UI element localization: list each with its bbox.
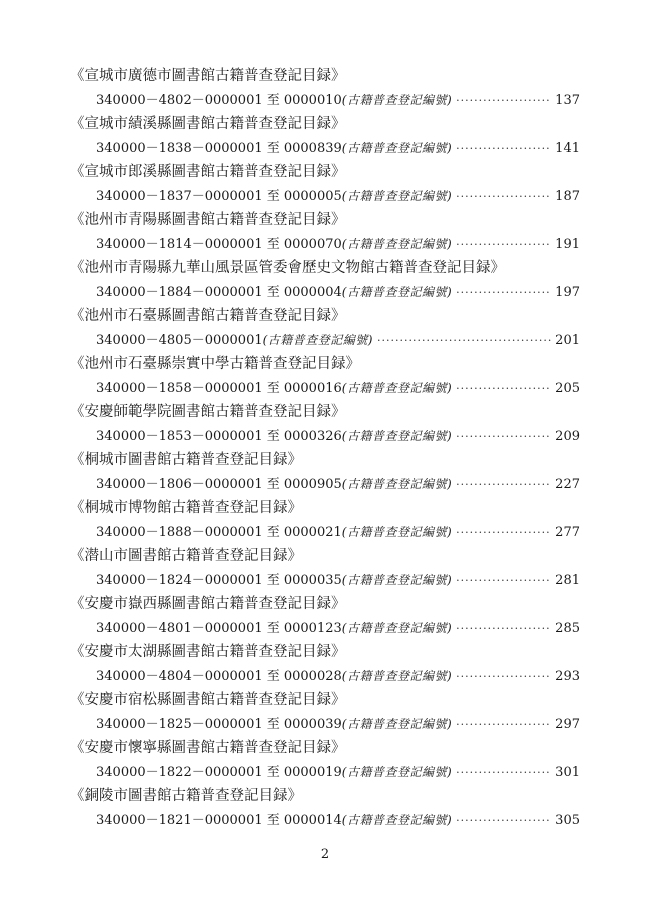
register-number-note: (古籍普查登記編號) bbox=[341, 477, 453, 491]
toc-page-number: 293 bbox=[555, 669, 580, 684]
toc-entry-line bbox=[96, 616, 580, 640]
toc-entry bbox=[0, 736, 650, 784]
toc-entry bbox=[0, 352, 650, 400]
toc-page-number: 201 bbox=[555, 333, 580, 348]
register-number-note: (古籍普查登記編號) bbox=[341, 189, 453, 203]
toc-entry-title: 《安慶市懷寧縣圖書館古籍普查登記目録》 bbox=[70, 740, 346, 756]
register-number-range: 340000－4802－0000001 至 0000010 bbox=[96, 93, 342, 108]
dot-leader bbox=[456, 665, 551, 689]
toc-entry-title: 《宣城市廣德市圖書館古籍普查登記目録》 bbox=[70, 68, 346, 84]
register-number-range: 340000－4801－0000001 至 0000123 bbox=[96, 621, 342, 636]
table-of-contents bbox=[0, 64, 650, 832]
dot-leader bbox=[456, 425, 551, 449]
register-number-note: (古籍普查登記編號) bbox=[341, 573, 453, 587]
toc-entry-title: 《宣城市郎溪縣圖書館古籍普查登記目録》 bbox=[70, 164, 346, 180]
register-number-note: (古籍普查登記編號) bbox=[341, 381, 453, 395]
dot-leader bbox=[456, 377, 551, 401]
toc-entry bbox=[0, 784, 650, 832]
dot-leader bbox=[456, 617, 551, 641]
register-number-note: (古籍普查登記編號) bbox=[341, 285, 453, 299]
toc-entry-line bbox=[96, 664, 580, 688]
toc-entry-title: 《桐城市圖書館古籍普查登記目録》 bbox=[70, 452, 302, 468]
toc-page-number: 227 bbox=[555, 477, 580, 492]
register-number-note: (古籍普查登記編號) bbox=[341, 621, 453, 635]
dot-leader bbox=[456, 521, 551, 545]
toc-page-number: 141 bbox=[555, 141, 580, 156]
dot-leader bbox=[456, 281, 551, 305]
register-number-range: 340000－1838－0000001 至 0000839 bbox=[96, 141, 342, 156]
toc-page-number: 277 bbox=[555, 525, 580, 540]
page-number: 2 bbox=[320, 847, 330, 862]
register-number-range: 340000－1824－0000001 至 0000035 bbox=[96, 573, 342, 588]
toc-page-number: 209 bbox=[555, 429, 580, 444]
dot-leader bbox=[456, 185, 551, 209]
dot-leader bbox=[456, 569, 551, 593]
toc-entry-title: 《池州市青陽縣圖書館古籍普查登記目録》 bbox=[70, 212, 346, 228]
toc-entry-line bbox=[96, 232, 580, 256]
toc-entry bbox=[0, 400, 650, 448]
toc-entry-title: 《池州市石臺縣崇實中學古籍普查登記目録》 bbox=[70, 356, 360, 372]
register-number-note: (古籍普查登記編號) bbox=[341, 669, 453, 683]
toc-page-number: 281 bbox=[555, 573, 580, 588]
toc-page-number: 137 bbox=[555, 93, 580, 108]
register-number-note: (古籍普查登記編號) bbox=[262, 333, 373, 347]
toc-entry bbox=[0, 208, 650, 256]
toc-entry-title: 《銅陵市圖書館古籍普查登記目録》 bbox=[70, 788, 302, 804]
toc-page-number: 191 bbox=[555, 237, 580, 252]
toc-entry bbox=[0, 304, 650, 352]
toc-entry-line bbox=[96, 136, 580, 160]
toc-entry-line bbox=[96, 760, 580, 784]
register-number-range: 340000－1884－0000001 至 0000004 bbox=[96, 285, 342, 300]
toc-entry bbox=[0, 64, 650, 112]
dot-leader bbox=[456, 137, 551, 161]
toc-entry-line bbox=[96, 568, 580, 592]
toc-page-number: 285 bbox=[555, 621, 580, 636]
toc-entry-line bbox=[96, 328, 580, 352]
register-number-range: 340000－1806－0000001 至 0000905 bbox=[96, 477, 342, 492]
register-number-range: 340000－1858－0000001 至 0000016 bbox=[96, 381, 342, 396]
register-number-note: (古籍普查登記編號) bbox=[341, 525, 453, 539]
register-number-range: 340000－4805－0000001 bbox=[96, 333, 263, 348]
toc-entry bbox=[0, 160, 650, 208]
toc-entry-title: 《安慶市嶽西縣圖書館古籍普查登記目録》 bbox=[70, 596, 346, 612]
toc-entry bbox=[0, 592, 650, 640]
toc-entry-line bbox=[96, 280, 580, 304]
toc-page-number: 301 bbox=[555, 765, 580, 780]
register-number-range: 340000－4804－0000001 至 0000028 bbox=[96, 669, 342, 684]
toc-entry-title: 《宣城市績溪縣圖書館古籍普查登記目録》 bbox=[70, 116, 346, 132]
toc-entry bbox=[0, 112, 650, 160]
toc-page-number: 187 bbox=[555, 189, 580, 204]
toc-entry bbox=[0, 544, 650, 592]
toc-entry-line bbox=[96, 88, 580, 112]
toc-entry-line bbox=[96, 472, 580, 496]
register-number-note: (古籍普查登記編號) bbox=[341, 141, 453, 155]
toc-entry-title: 《池州市石臺縣圖書館古籍普查登記目録》 bbox=[70, 308, 346, 324]
toc-entry-title: 《安慶師範學院圖書館古籍普查登記目録》 bbox=[70, 404, 346, 420]
toc-entry-line bbox=[96, 424, 580, 448]
toc-entry bbox=[0, 640, 650, 688]
register-number-range: 340000－1837－0000001 至 0000005 bbox=[96, 189, 342, 204]
toc-entry bbox=[0, 448, 650, 496]
toc-entry bbox=[0, 256, 650, 304]
register-number-note: (古籍普查登記編號) bbox=[341, 813, 453, 827]
toc-entry-line bbox=[96, 376, 580, 400]
toc-entry-line bbox=[96, 712, 580, 736]
toc-page-number: 305 bbox=[555, 813, 580, 828]
dot-leader bbox=[456, 713, 551, 737]
register-number-range: 340000－1825－0000001 至 0000039 bbox=[96, 717, 342, 732]
register-number-note: (古籍普查登記編號) bbox=[341, 717, 453, 731]
toc-page-number: 197 bbox=[555, 285, 580, 300]
register-number-range: 340000－1853－0000001 至 0000326 bbox=[96, 429, 342, 444]
dot-leader bbox=[456, 761, 551, 785]
toc-page-number: 205 bbox=[555, 381, 580, 396]
toc-entry-title: 《安慶市太湖縣圖書館古籍普查登記目録》 bbox=[70, 644, 346, 660]
register-number-range: 340000－1888－0000001 至 0000021 bbox=[96, 525, 342, 540]
toc-entry-line bbox=[96, 520, 580, 544]
toc-entry-title: 《安慶市宿松縣圖書館古籍普查登記目録》 bbox=[70, 692, 346, 708]
dot-leader bbox=[456, 233, 551, 257]
register-number-note: (古籍普查登記編號) bbox=[341, 429, 453, 443]
dot-leader bbox=[456, 473, 551, 497]
register-number-note: (古籍普查登記編號) bbox=[341, 237, 453, 251]
toc-entry bbox=[0, 688, 650, 736]
toc-entry-line bbox=[96, 808, 580, 832]
register-number-range: 340000－1821－0000001 至 0000014 bbox=[96, 813, 342, 828]
dot-leader bbox=[456, 809, 551, 833]
toc-entry-title: 《池州市青陽縣九華山風景區管委會歷史文物館古籍普查登記目録》 bbox=[70, 260, 505, 276]
register-number-note: (古籍普查登記編號) bbox=[341, 765, 453, 779]
toc-page-number: 297 bbox=[555, 717, 580, 732]
register-number-note: (古籍普查登記編號) bbox=[341, 93, 453, 107]
dot-leader bbox=[377, 329, 551, 353]
toc-entry-title: 《潜山市圖書館古籍普查登記目録》 bbox=[70, 548, 302, 564]
register-number-range: 340000－1814－0000001 至 0000070 bbox=[96, 237, 342, 252]
toc-entry bbox=[0, 496, 650, 544]
dot-leader bbox=[456, 89, 551, 113]
toc-entry-title: 《桐城市博物館古籍普查登記目録》 bbox=[70, 500, 302, 516]
register-number-range: 340000－1822－0000001 至 0000019 bbox=[96, 765, 342, 780]
toc-entry-line bbox=[96, 184, 580, 208]
